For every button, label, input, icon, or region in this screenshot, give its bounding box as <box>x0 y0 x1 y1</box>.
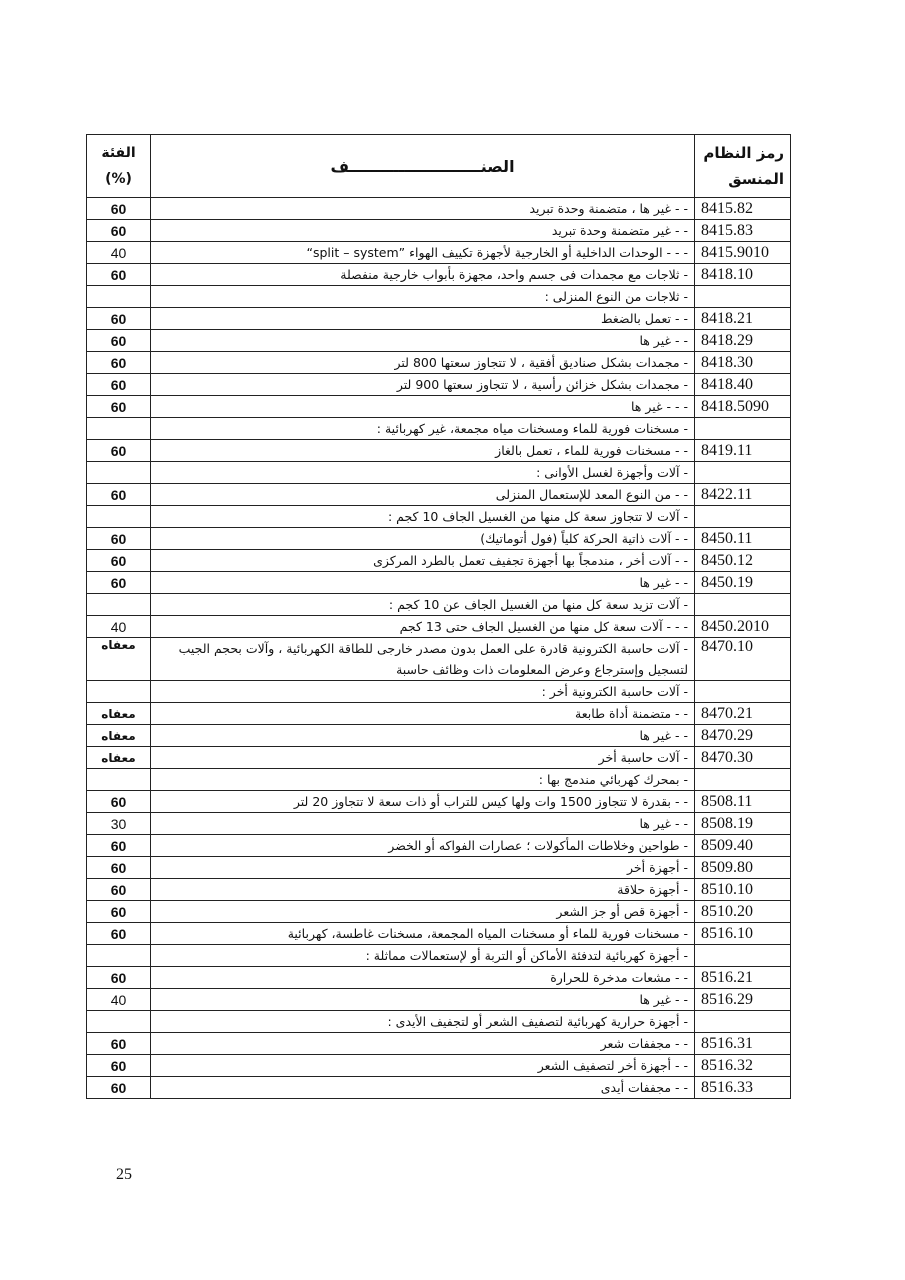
description-cell: - - تعمل بالضغط <box>151 308 695 330</box>
description-cell: - - غير ها <box>151 572 695 594</box>
description-cell: - - مجففات شعر <box>151 1033 695 1055</box>
description-cell: - أجهزة كهربائية لتدفئة الأماكن أو التربة أو لإستعمالات مماثلة : <box>151 945 695 967</box>
description-column-header: الصنــــــــــــــــــــــــف <box>151 135 695 198</box>
table-row <box>87 638 791 681</box>
hs-code-cell: 8422.11 <box>695 484 791 506</box>
hs-code-cell <box>695 286 791 308</box>
table-row <box>87 791 791 813</box>
category-cell: 60 <box>87 352 151 374</box>
hs-code-cell: 8516.10 <box>695 923 791 945</box>
description-cell: - ثلاجات مع مجمدات فى جسم واحد، مجهزة بأبواب خارجية منفصلة <box>151 264 695 286</box>
category-cell: 60 <box>87 374 151 396</box>
category-cell: 60 <box>87 308 151 330</box>
table-row <box>87 747 791 769</box>
category-cell: 60 <box>87 835 151 857</box>
table-row <box>87 1055 791 1077</box>
table-row <box>87 703 791 725</box>
table-row <box>87 220 791 242</box>
hs-code-cell: 8470.21 <box>695 703 791 725</box>
category-cell <box>87 1011 151 1033</box>
hs-code-cell <box>695 681 791 703</box>
hs-code-cell <box>695 1011 791 1033</box>
table-row <box>87 264 791 286</box>
hs-code-cell: 8510.20 <box>695 901 791 923</box>
table-row <box>87 725 791 747</box>
table-row <box>87 1033 791 1055</box>
table-row <box>87 681 791 703</box>
description-cell: - - غير ها <box>151 813 695 835</box>
hs-code-cell: 8418.30 <box>695 352 791 374</box>
table-row <box>87 813 791 835</box>
table-row <box>87 594 791 616</box>
category-cell <box>87 769 151 791</box>
hs-code-cell: 8509.80 <box>695 857 791 879</box>
hs-code-cell: 8418.29 <box>695 330 791 352</box>
table-row <box>87 374 791 396</box>
category-cell <box>87 681 151 703</box>
hs-code-cell: 8470.29 <box>695 725 791 747</box>
category-cell: 60 <box>87 791 151 813</box>
table-row <box>87 418 791 440</box>
description-cell: - - آلات ذاتية الحركة كلياً (فول أتوماتيك) <box>151 528 695 550</box>
description-cell: - آلات حاسبة أخر <box>151 747 695 769</box>
description-cell: - ثلاجات من النوع المنزلى : <box>151 286 695 308</box>
description-cell: - آلات وأجهزة لغسل الأوانى : <box>151 462 695 484</box>
table-header-row <box>87 135 791 198</box>
category-cell: 60 <box>87 923 151 945</box>
hs-code-cell: 8418.10 <box>695 264 791 286</box>
table-row <box>87 506 791 528</box>
hs-code-cell: 8450.12 <box>695 550 791 572</box>
description-cell: - آلات حاسبة الكترونية قادرة على العمل بدون مصدر خارجى للطاقة الكهربائية ، وآلات بحجم الجيب لتسجيل وإسترجاع وعرض المعلومات ذات وظائف حاسبة <box>151 638 695 681</box>
hs-code-cell <box>695 418 791 440</box>
category-cell: 60 <box>87 1055 151 1077</box>
table-row <box>87 396 791 418</box>
description-cell: - آلات حاسبة الكترونية أخر : <box>151 681 695 703</box>
table-row <box>87 528 791 550</box>
description-cell: - بمحرك كهربائي مندمج بها : <box>151 769 695 791</box>
category-cell: 60 <box>87 967 151 989</box>
category-header-line2: (%) <box>105 171 132 187</box>
description-cell: - - آلات أخر ، مندمجاً بها أجهزة تجفيف تعمل بالطرد المركزى <box>151 550 695 572</box>
hs-code-cell: 8516.33 <box>695 1077 791 1099</box>
description-cell: - - غير ها <box>151 330 695 352</box>
hs-code-cell: 8516.31 <box>695 1033 791 1055</box>
hs-code-cell <box>695 769 791 791</box>
table-row <box>87 286 791 308</box>
hs-code-cell: 8470.30 <box>695 747 791 769</box>
table-row <box>87 616 791 638</box>
hs-code-cell: 8508.11 <box>695 791 791 813</box>
table-row <box>87 352 791 374</box>
category-cell: 60 <box>87 572 151 594</box>
table-row <box>87 440 791 462</box>
category-cell: 60 <box>87 220 151 242</box>
description-cell: - أجهزة حرارية كهربائية لتصفيف الشعر أو لتجفيف الأيدى : <box>151 1011 695 1033</box>
description-cell: - مجمدات بشكل خزائن رأسية ، لا تتجاوز سعتها 900 لتر <box>151 374 695 396</box>
description-cell: - - غير متضمنة وحدة تبريد <box>151 220 695 242</box>
description-cell: - - غير ها <box>151 989 695 1011</box>
table-row <box>87 484 791 506</box>
tariff-table <box>86 134 791 1099</box>
code-header-line1: رمز النظام <box>703 144 784 162</box>
code-header-line2: المنسق <box>728 170 784 188</box>
category-cell: 60 <box>87 901 151 923</box>
description-cell: - - - آلات سعة كل منها من الغسيل الجاف حتى 13 كجم <box>151 616 695 638</box>
description-cell: - - أجهزة أخر لتصفيف الشعر <box>151 1055 695 1077</box>
category-cell: 60 <box>87 440 151 462</box>
hs-code-cell: 8419.11 <box>695 440 791 462</box>
hs-code-cell: 8508.19 <box>695 813 791 835</box>
description-cell: - - من النوع المعد للإستعمال المنزلى <box>151 484 695 506</box>
hs-code-cell: 8415.82 <box>695 198 791 220</box>
description-cell: - طواحين وخلاطات المأكولات ؛ عصارات الفواكه أو الخضر <box>151 835 695 857</box>
description-cell: - مسخنات فورية للماء أو مسخنات المياه المجمعة، مسخنات غاطسة، كهربائية <box>151 923 695 945</box>
category-cell <box>87 418 151 440</box>
table-row <box>87 835 791 857</box>
hs-code-cell: 8516.29 <box>695 989 791 1011</box>
description-cell: - آلات لا تتجاوز سعة كل منها من الغسيل الجاف 10 كجم : <box>151 506 695 528</box>
category-cell: معفاه <box>87 725 151 747</box>
hs-code-cell: 8450.2010 <box>695 616 791 638</box>
description-cell: - - مجففات أيدى <box>151 1077 695 1099</box>
category-cell: 60 <box>87 879 151 901</box>
category-cell: 60 <box>87 198 151 220</box>
category-cell: 40 <box>87 989 151 1011</box>
category-cell: 60 <box>87 528 151 550</box>
description-cell: - - - الوحدات الداخلية أو الخارجية لأجهزة تكييف الهواء ”split – system“ <box>151 242 695 264</box>
hs-code-cell <box>695 594 791 616</box>
hs-code-cell <box>695 462 791 484</box>
table-row <box>87 1011 791 1033</box>
table-row <box>87 462 791 484</box>
hs-code-cell: 8450.19 <box>695 572 791 594</box>
description-cell: - مجمدات بشكل صناديق أفقية ، لا تتجاوز سعتها 800 لتر <box>151 352 695 374</box>
table-row <box>87 989 791 1011</box>
table-row <box>87 550 791 572</box>
category-cell <box>87 286 151 308</box>
category-cell: معفاه <box>87 703 151 725</box>
category-cell: 60 <box>87 550 151 572</box>
table-row <box>87 879 791 901</box>
table-row <box>87 572 791 594</box>
hs-code-cell: 8516.32 <box>695 1055 791 1077</box>
description-cell: - أجهزة أخر <box>151 857 695 879</box>
category-cell <box>87 506 151 528</box>
table-body <box>87 198 791 1099</box>
category-cell: 60 <box>87 264 151 286</box>
category-cell: 40 <box>87 242 151 264</box>
category-cell: 30 <box>87 813 151 835</box>
description-cell: - - - غير ها <box>151 396 695 418</box>
category-cell <box>87 594 151 616</box>
category-cell: 60 <box>87 1033 151 1055</box>
hs-code-cell: 8510.10 <box>695 879 791 901</box>
hs-code-cell: 8418.21 <box>695 308 791 330</box>
description-cell: - - غير ها ، متضمنة وحدة تبريد <box>151 198 695 220</box>
category-cell: 60 <box>87 857 151 879</box>
category-column-header <box>87 135 151 198</box>
table-row <box>87 308 791 330</box>
description-cell: - - بقدرة لا تتجاوز 1500 وات ولها كيس للتراب أو ذات سعة لا تتجاوز 20 لتر <box>151 791 695 813</box>
category-cell <box>87 462 151 484</box>
description-cell: - أجهزة قص أو جز الشعر <box>151 901 695 923</box>
category-cell <box>87 945 151 967</box>
description-cell: - آلات تزيد سعة كل منها من الغسيل الجاف عن 10 كجم : <box>151 594 695 616</box>
category-cell: 60 <box>87 396 151 418</box>
hs-code-cell: 8418.5090 <box>695 396 791 418</box>
description-cell: - - مسخنات فورية للماء ، تعمل بالغاز <box>151 440 695 462</box>
table-row <box>87 857 791 879</box>
table-row <box>87 198 791 220</box>
table-row <box>87 901 791 923</box>
table-row <box>87 923 791 945</box>
description-cell: - - غير ها <box>151 725 695 747</box>
category-cell: 60 <box>87 1077 151 1099</box>
table-row <box>87 242 791 264</box>
description-cell: - مسخنات فورية للماء ومسخنات مياه مجمعة، غير كهربائية : <box>151 418 695 440</box>
category-cell: 40 <box>87 616 151 638</box>
description-cell: - - مشعات مدخرة للحرارة <box>151 967 695 989</box>
table-row <box>87 1077 791 1099</box>
description-cell: - - متضمنة أداة طابعة <box>151 703 695 725</box>
hs-code-cell: 8415.9010 <box>695 242 791 264</box>
category-cell: معفاه <box>87 747 151 769</box>
hs-code-cell <box>695 945 791 967</box>
hs-code-cell: 8418.40 <box>695 374 791 396</box>
table-row <box>87 967 791 989</box>
hs-code-cell: 8509.40 <box>695 835 791 857</box>
category-cell: 60 <box>87 330 151 352</box>
category-header-line1: الفئة <box>101 145 136 161</box>
hs-code-cell <box>695 506 791 528</box>
table-row <box>87 769 791 791</box>
hs-code-cell: 8470.10 <box>695 638 791 681</box>
category-cell: معفاه <box>87 638 151 681</box>
table-row <box>87 945 791 967</box>
code-column-header <box>695 135 791 198</box>
description-cell: - أجهزة حلاقة <box>151 879 695 901</box>
page-number: 25 <box>116 1166 132 1183</box>
hs-code-cell: 8450.11 <box>695 528 791 550</box>
hs-code-cell: 8415.83 <box>695 220 791 242</box>
category-cell: 60 <box>87 484 151 506</box>
table-row <box>87 330 791 352</box>
hs-code-cell: 8516.21 <box>695 967 791 989</box>
